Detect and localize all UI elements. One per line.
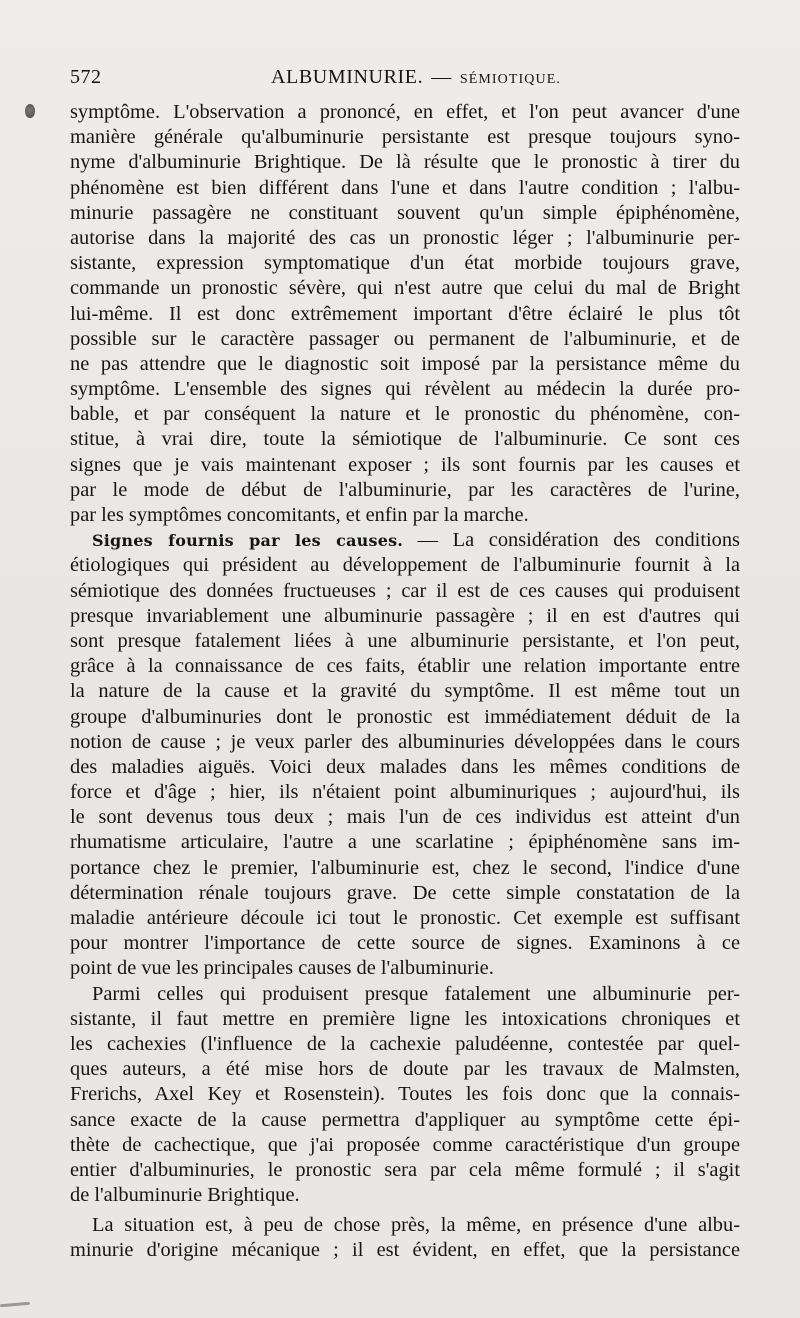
text-line: Parmi celles qui produisent presque fatalement une albuminurie per-	[92, 982, 740, 1005]
section-heading: Signes fournis par les causes.	[92, 531, 404, 551]
text-line: sont presque fatalement liées à une albuminurie persistante, et l'on peut,	[70, 629, 740, 652]
text-line: les cachexies (l'influence de la cachexie paludéenne, contestée par quel-	[70, 1032, 740, 1055]
text-line: nyme d'albuminurie Brightique. De là résulte que le pronostic à tirer du	[70, 151, 740, 174]
text-line: par le mode de début de l'albuminurie, par les caractères de l'urine,	[70, 478, 740, 501]
ink-dot-mark	[25, 104, 35, 118]
section-heading-line	[70, 528, 740, 553]
text-line: des maladies aiguës. Voici deux malades dans les mêmes conditions de	[70, 755, 740, 778]
text-line: portance chez le premier, l'albuminurie est, chez le second, l'indice d'une	[70, 856, 740, 879]
text-line: force et d'âge ; hier, ils n'étaient point albuminuriques ; aujourd'hui, ils	[70, 781, 740, 804]
text-line: symptôme. L'observation a prononcé, en effet, et l'on peut avancer d'une	[70, 101, 740, 123]
text-line: sistante, il faut mettre en première ligne les intoxications chroniques et	[70, 1007, 740, 1030]
text-line: minurie passagère ne constituant souvent qu'un simple épiphénomène,	[70, 201, 740, 224]
text-line: commande un pronostic sévère, qui n'est autre que celui du mal de Bright	[70, 277, 740, 300]
text-line: sistante, expression symptomatique d'un état morbide toujours grave,	[70, 252, 740, 275]
text-line: Frerichs, Axel Key et Rosenstein). Toutes les fois donc que la connais-	[70, 1083, 740, 1106]
text-line: entier d'albuminuries, le pronostic sera par cela même formulé ; il s'agit	[70, 1158, 740, 1181]
text-line: stitue, à vrai dire, toute la sémiotique de l'albuminurie. Ce sont ces	[70, 428, 740, 451]
page-number: 572	[70, 66, 102, 88]
running-title-dash: —	[431, 66, 452, 88]
text-line: le sont devenus tous deux ; mais l'un de ces individus est atteint d'un	[70, 806, 740, 829]
text-line: grâce à la connaissance de ces faits, établir une relation importante entre	[70, 655, 740, 678]
margin-ink-mark	[0, 1302, 30, 1308]
text-line: rhumatisme articulaire, l'autre a une scarlatine ; épiphénomène sans im-	[70, 831, 740, 854]
text-line: minurie d'origine mécanique ; il est évident, en effet, que la persistance	[70, 1239, 740, 1262]
text-line: de l'albuminurie Brightique.	[70, 1184, 300, 1207]
text-line: sémiotique des données fructueuses ; car il est de ces causes qui produisent	[70, 579, 740, 602]
text-line: étiologiques qui président au développement de l'albuminurie fournit à la	[70, 554, 740, 577]
text-line: autorise dans la majorité des cas un pronostic léger ; l'albuminurie per-	[70, 226, 740, 249]
text-line: presque invariablement une albuminurie passagère ; il en est d'autres qui	[70, 604, 740, 627]
text-line: thète de cachectique, que j'ai proposée comme caractéristique d'un groupe	[70, 1133, 740, 1156]
text-line: notion de cause ; je veux parler des albuminuries développées dans le cours	[70, 730, 740, 753]
text-line: symptôme. L'ensemble des signes qui révèlent au médecin la durée pro-	[70, 378, 740, 401]
text-line: groupe d'albuminuries dont le pronostic est immédiatement déduit de la	[70, 705, 740, 728]
running-title	[271, 66, 561, 89]
running-title-section: SÉMIOTIQUE.	[459, 72, 561, 87]
section-heading-continuation: — La considération des conditions	[417, 529, 740, 552]
text-line: maladie antérieure découle ici tout le pronostic. Cet exemple est suffisant	[70, 907, 740, 929]
text-line: ques auteurs, a été mise hors de doute par les travaux de Malmsten,	[70, 1058, 740, 1081]
text-line: la nature de la cause et la gravité du symptôme. Il est même tout un	[70, 680, 740, 703]
text-line: détermination rénale toujours grave. De cette simple constatation de la	[70, 881, 740, 904]
text-line: signes que je vais maintenant exposer ; ils sont fournis par les causes et	[70, 453, 740, 476]
text-line: lui-même. Il est donc extrêmement important d'être éclairé le plus tôt	[70, 302, 740, 325]
text-line: sance exacte de la cause permettra d'appliquer au symptôme cette épi-	[70, 1108, 740, 1131]
text-line: La situation est, à peu de chose près, la même, en présence d'une albu-	[92, 1214, 740, 1237]
text-line: phénomène est bien différent dans l'une et dans l'autre condition ; l'albu-	[70, 176, 740, 199]
text-line: bable, et par conséquent la nature et le pronostic du phénomène, con-	[70, 403, 740, 426]
text-line: manière générale qu'albuminurie persistante est presque toujours syno-	[70, 126, 740, 149]
text-line: par les symptômes concomitants, et enfin par la marche.	[70, 504, 529, 526]
text-line: possible sur le caractère passager ou permanent de l'albuminurie, et de	[70, 327, 740, 350]
body-text	[70, 100, 740, 1264]
running-title-main: ALBUMINURIE.	[271, 66, 424, 88]
text-line: pour montrer l'importance de cette source de signes. Examinons à ce	[70, 932, 740, 955]
text-line: point de vue les principales causes de l'albuminurie.	[70, 957, 494, 980]
page-header	[70, 66, 738, 96]
text-line: ne pas attendre que le diagnostic soit imposé par la persistance même du	[70, 352, 740, 375]
